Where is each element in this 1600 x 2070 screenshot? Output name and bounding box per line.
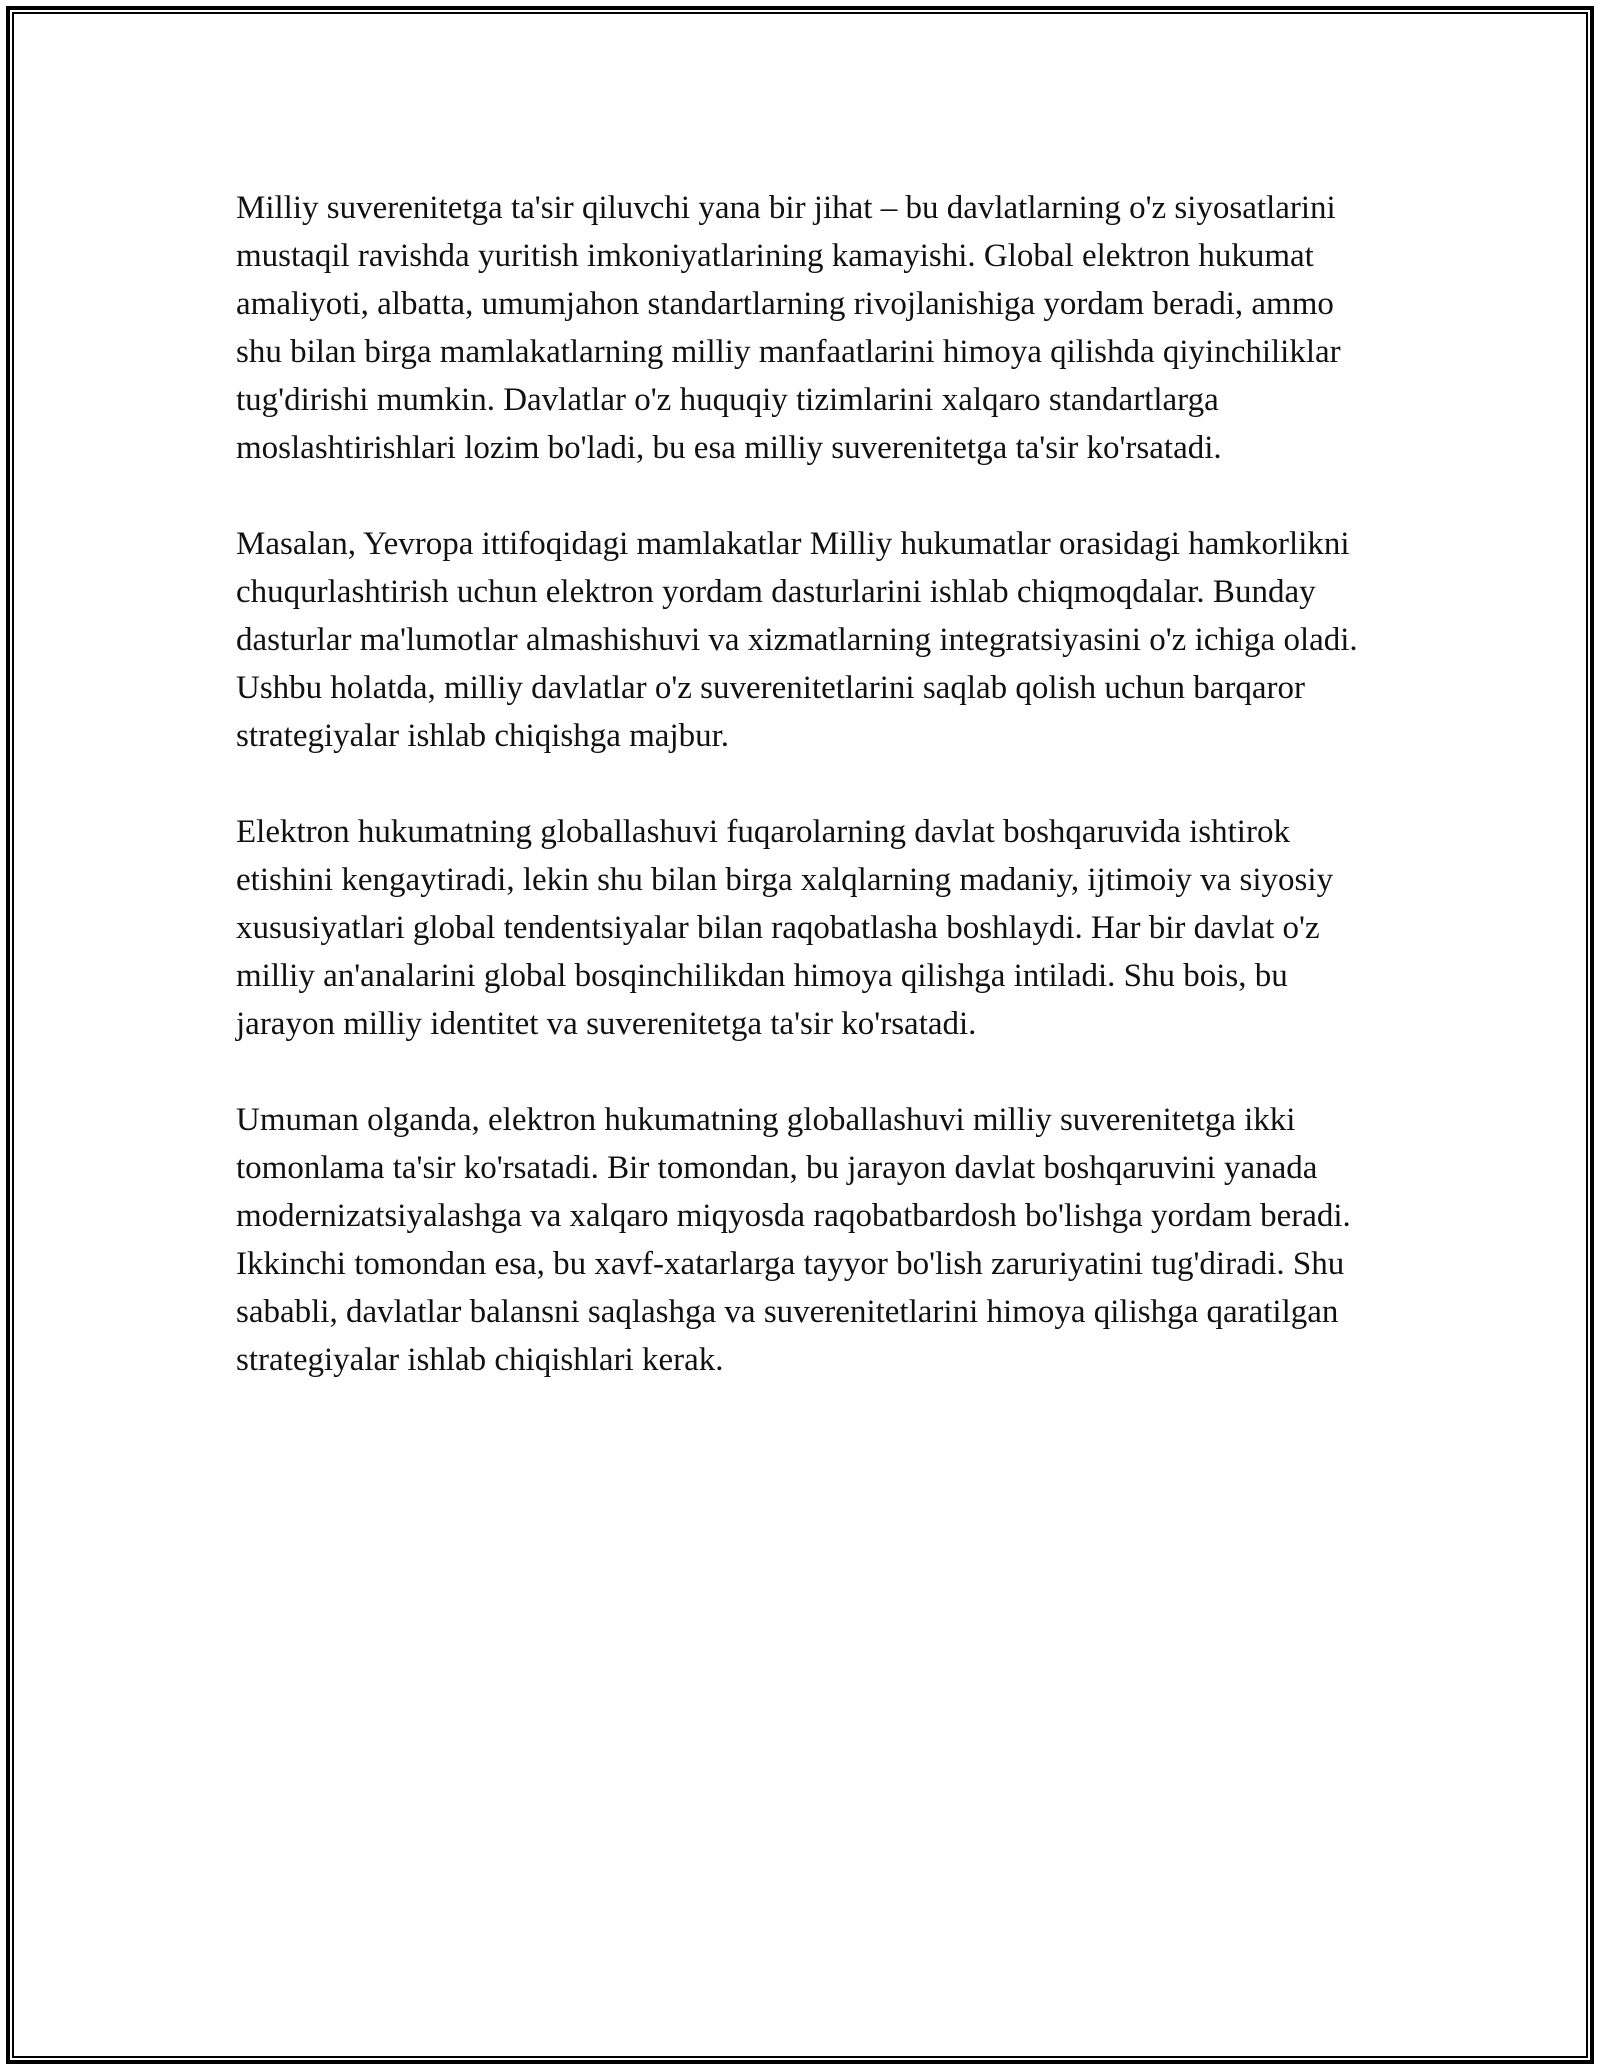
paragraph-2: Masalan, Yevropa ittifoqidagi mamlakatlar Milliy hukumatlar orasidagi hamkorlikni chuqurlashtirish uchun elektron yordam dasturlarini ishlab chiqmoqdalar. Bunday dasturlar ma'lumotlar almashishuvi va xizmatlarning integratsiyasini o'z ichiga oladi. Ushbu holatda, milliy davlatlar o'z suverenitetlarini saqlab qolish uchun barqaror strategiyalar ishlab chiqishga majbur. bbox=[236, 526, 1358, 754]
paragraph-3: Elektron hukumatning globallashuvi fuqarolarning davlat boshqaruvida ishtirok etishini kengaytiradi, lekin shu bilan birga xalqlarning madaniy, ijtimoiy va siyosiy xususiyatlari global tendentsiyalar bilan raqobatlasha boshlaydi. Har bir davlat o'z milliy an'analarini global bosqinchilikdan himoya qilishga intiladi. Shu bois, bu jarayon milliy identitet va suverenitetga ta'sir ko'rsatadi. bbox=[236, 814, 1334, 1042]
document-body bbox=[236, 184, 1366, 1384]
paragraph-1: Milliy suverenitetga ta'sir qiluvchi yana bir jihat – bu davlatlarning o'z siyosatlarini mustaqil ravishda yuritish imkoniyatlarining kamayishi. Global elektron hukumat amaliyoti, albatta, umumjahon standartlarning rivojlanishiga yordam beradi, ammo shu bilan birga mamlakatlarning milliy manfaatlarini himoya qilishda qiyinchiliklar tug'dirishi mumkin. Davlatlar o'z huquqiy tizimlarini xalqaro standartlarga moslashtirishlari lozim bo'ladi, bu esa milliy suverenitetga ta'sir ko'rsatadi. bbox=[236, 190, 1341, 466]
paragraph-4: Umuman olganda, elektron hukumatning globallashuvi milliy suverenitetga ikki tomonlama ta'sir ko'rsatadi. Bir tomondan, bu jarayon davlat boshqaruvini yanada modernizatsiyalashga va xalqaro miqyosda raqobatbardosh bo'lishga yordam beradi. Ikkinchi tomondan esa, bu xavf-xatarlarga tayyor bo'lish zaruriyatini tug'diradi. Shu sababli, davlatlar balansni saqlashga va suverenitetlarini himoya qilishga qaratilgan strategiyalar ishlab chiqishlari kerak. bbox=[236, 1102, 1351, 1378]
